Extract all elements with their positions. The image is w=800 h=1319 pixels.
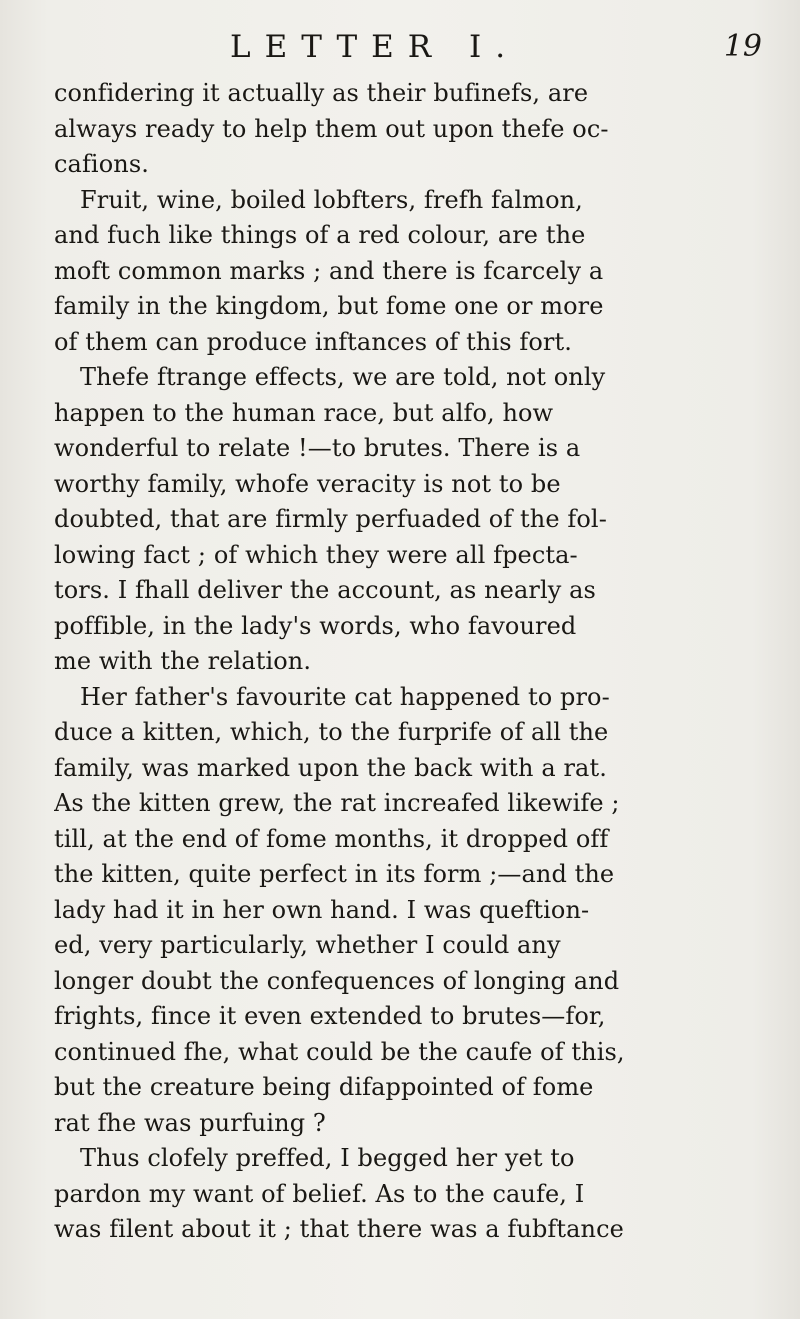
text-line: lowing fact ; of which they were all fpecta- bbox=[54, 540, 578, 569]
text-line: was filent about it ; that there was a fubftance bbox=[54, 1215, 624, 1243]
paragraph-start-line: Thus clofely preffed, I begged her yet to bbox=[80, 1144, 575, 1172]
text-line: always ready to help them out upon thefe oc- bbox=[54, 114, 609, 143]
text-line: frights, fince it even extended to brutes—for, bbox=[54, 1002, 606, 1030]
text-line: me with the relation. bbox=[54, 647, 312, 675]
text-line: longer doubt the confequences of longing and bbox=[54, 966, 620, 995]
text-line: the kitten, quite perfect in its form ;—and the bbox=[54, 860, 615, 888]
text-line: and fuch like things of a red colour, are the bbox=[54, 221, 586, 249]
body-text bbox=[54, 76, 774, 1248]
text-line: but the creature being difappointed of fome bbox=[54, 1073, 594, 1101]
text-line: continued fhe, what could be the caufe of this, bbox=[54, 1037, 625, 1066]
text-line: wonderful to relate !—to brutes. There is a bbox=[54, 434, 581, 462]
text-line: till, at the end of fome months, it dropped off bbox=[54, 824, 609, 853]
text-line: worthy family, whofe veracity is not to be bbox=[54, 469, 561, 498]
text-line: doubted, that are firmly perfuaded of the fol- bbox=[54, 505, 607, 533]
text-line: cafions. bbox=[54, 150, 149, 178]
text-line: poffible, in the lady's words, who favoured bbox=[54, 611, 577, 640]
text-line: pardon my want of belief. As to the caufe, I bbox=[54, 1179, 585, 1208]
text-line: happen to the human race, but alfo, how bbox=[54, 398, 554, 427]
paragraph-start-line: Thefe ftrange effects, we are told, not only bbox=[80, 363, 606, 391]
text-line: moft common marks ; and there is fcarcely a bbox=[54, 256, 604, 285]
text-line: family in the kingdom, but fome one or more bbox=[54, 292, 604, 320]
text-line: rat fhe was purfuing ? bbox=[54, 1108, 326, 1137]
text-line: lady had it in her own hand. I was queftion- bbox=[54, 895, 590, 924]
text-line: duce a kitten, which, to the furprife of all the bbox=[54, 718, 609, 746]
text-line: tors. I fhall deliver the account, as nearly as bbox=[54, 576, 596, 604]
page-number: 19 bbox=[723, 29, 762, 64]
text-line: confidering it actually as their bufinefs, are bbox=[54, 79, 589, 107]
text-line: As the kitten grew, the rat increafed likewife ; bbox=[54, 789, 620, 817]
text-line: ed, very particularly, whether I could any bbox=[54, 931, 561, 959]
paragraph-start-line: Her father's favourite cat happened to pro- bbox=[80, 682, 610, 711]
text-line: of them can produce inftances of this fort. bbox=[54, 327, 572, 356]
text-line: family, was marked upon the back with a rat. bbox=[54, 753, 607, 782]
running-head: LETTER I. bbox=[230, 29, 520, 65]
page-header bbox=[0, 30, 800, 64]
paragraph-start-line: Fruit, wine, boiled lobfters, frefh falmon, bbox=[80, 185, 583, 214]
